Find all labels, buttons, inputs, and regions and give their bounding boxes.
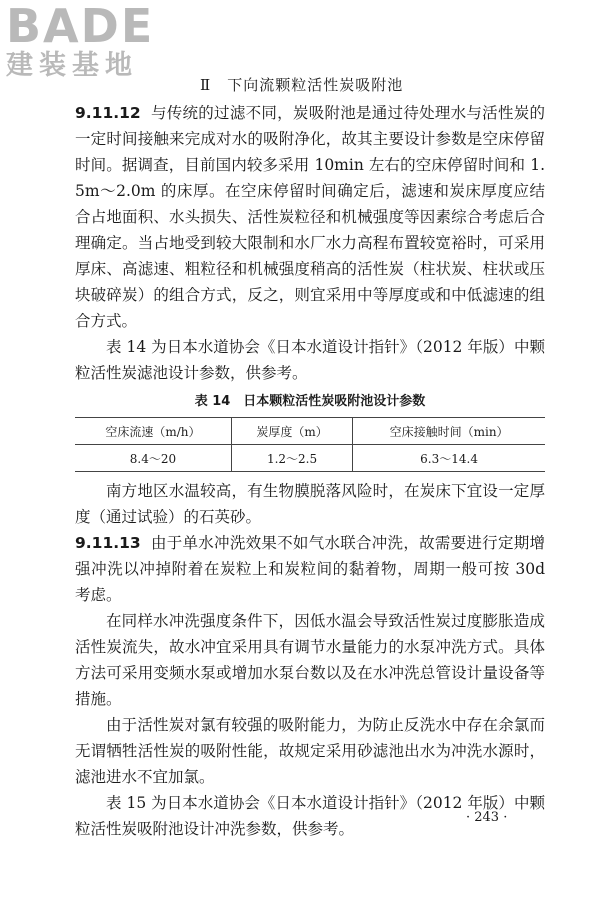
chlorine-paragraph: 由于活性炭对氯有较强的吸附能力，为防止反洗水中存在余氯而无谓牺牲活性炭的吸附性能，故规定采用砂滤池出水为冲洗水源时，滤池进水不宜加氯。 xyxy=(75,716,545,786)
table-header-row xyxy=(75,418,545,445)
south-region-paragraph: 南方地区水温较高，有生物膜脱落风险时，在炭床下宜设一定厚度（通过试验）的石英砂。 xyxy=(75,482,545,526)
table14 xyxy=(75,417,545,472)
logo-subtitle: 建装基地 xyxy=(6,50,138,81)
table-header-cell: 炭厚度（m） xyxy=(231,418,352,445)
table-cell: 6.3～14.4 xyxy=(353,445,545,472)
table-header-cell: 空床接触时间（min） xyxy=(353,418,545,445)
clause-number: 9.11.13 xyxy=(75,534,141,552)
table14-intro-paragraph: 表 14 为日本水道协会《日本水道设计指针》（2012 年版）中颗粒活性炭滤池设计参数，供参考。 xyxy=(75,338,545,382)
table15-intro-paragraph: 表 15 为日本水道协会《日本水道设计指针》（2012 年版）中颗粒活性炭吸附池设计冲洗参数，供参考。 xyxy=(75,794,545,838)
page-body xyxy=(75,100,545,842)
water-temperature-paragraph: 在同样水冲洗强度条件下，因低水温会导致活性炭过度膨胀造成活性炭流失，故水冲宜采用具有调节水量能力的水泵冲洗方式。具体方法可采用变频水泵或增加水泵台数以及在水冲洗总管设计量设备等措施。 xyxy=(75,612,545,708)
clause-text: 与传统的过滤不同，炭吸附池是通过待处理水与活性炭的一定时间接触来完成对水的吸附净化，故其主要设计参数是空床停留时间。据调查，目前国内较多采用 10min 左右的空床停留时间和 1.5m～2.0m 的床厚。在空床停留时间确定后，滤速和炭床厚度应结合占地面积、水头损失、活性炭粒径和机械强度等因素综合考虑后合理确定。当占地受到较大限制和水厂水力高程布置较宽裕时，可采用厚床、高滤速、粗粒径和机械强度稍高的活性炭（柱状炭、柱状或压块破碎炭）的组合方式，反之，则宜采用中等厚度或和中低滤速的组合方式。 xyxy=(75,104,545,330)
clause-text: 由于单水冲洗效果不如气水联合冲洗，故需要进行定期增强冲洗以冲掉附着在炭粒上和炭粒间的黏着物，周期一般可按 30d 考虑。 xyxy=(75,534,545,604)
page-number: · 243 · xyxy=(466,810,508,825)
clause-number: 9.11.12 xyxy=(75,104,141,122)
table-header-cell: 空床流速（m/h） xyxy=(75,418,231,445)
clause-9-11-12 xyxy=(75,100,545,334)
table-cell: 1.2～2.5 xyxy=(231,445,352,472)
section-title: Ⅱ 下向流颗粒活性炭吸附池 xyxy=(200,76,404,94)
clause-9-11-13 xyxy=(75,530,545,608)
table-row xyxy=(75,445,545,472)
table14-title: 表 14 日本颗粒活性炭吸附池设计参数 xyxy=(194,394,426,409)
watermark-logo xyxy=(6,2,186,82)
logo-wordmark: BADE xyxy=(6,0,155,53)
table-cell: 8.4～20 xyxy=(75,445,231,472)
